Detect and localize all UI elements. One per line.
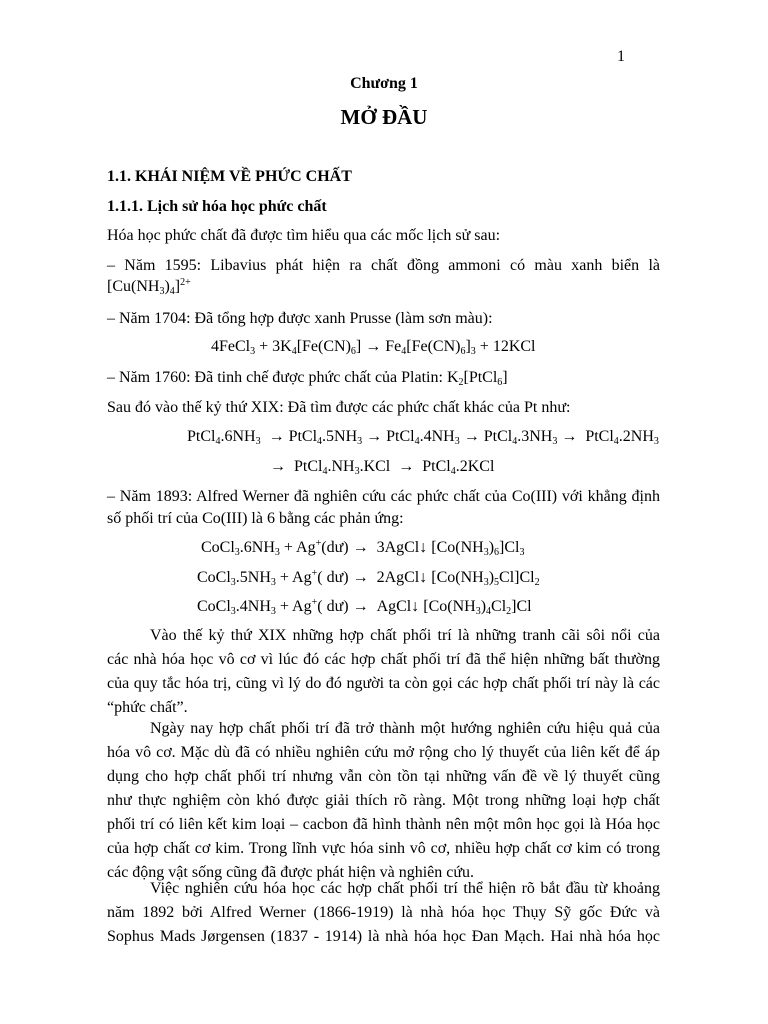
item-1893-line1: – Năm 1893: Alfred Werner đã nghiên cứu các phức chất của Co(III) với khẳng định [107,488,660,505]
paragraph-line: hóa vô cơ. Mặc dù đã có nhiều nghiên cứu mở rộng cho lý thuyết của liên kết để áp [107,744,660,761]
paragraph-line: Ngày nay hợp chất phối trí đã trở thành một hướng nghiên cứu hiệu quả của [150,720,660,737]
paragraph-line: các nhà hóa học vô cơ vì lúc đó các hợp chất phối trí đã thể hiện những bất thường [107,651,660,668]
paragraph-line: “phức chất”. [107,699,188,716]
chapter-label: Chương 1 [350,75,418,92]
paragraph-line: Việc nghiên cứu hóa học các hợp chất phối trí thể hiện rõ bắt đầu từ khoảng [150,880,660,897]
paragraph-line: Vào thế kỷ thứ XIX những hợp chất phối trí là những tranh cãi sôi nổi của [150,627,660,644]
paragraph-line: dụng cho hợp chất phối trí nhưng vẫn còn tồn tại những vấn đề về lý thuyết cũng [107,768,660,785]
paragraph-3 [107,877,660,949]
paragraph-line: phối trí có liên kết kim loại – cacbon đã hình thành nên một môn học gọi là Hóa học [107,816,660,833]
paragraph-line: các động vật sống cũng đã được phát hiện và nghiên cứu. [107,864,475,881]
paragraph-line: của hợp chất cơ kim. Trong lĩnh vực hóa sinh vô cơ, nhiều hợp chất cơ kim có trong [107,840,660,857]
equation-pt-series-1: $PtCl_4.6NH_3$ → $PtCl_4.5NH_3$ → $PtCl_4.4NH_3$ → $PtCl_4.3NH_3$ → $PtCl_4.2NH_3$ [187,428,659,447]
formula-cu-ammine: $[Cu(NH_3)_4]^{2+}$ [107,277,191,297]
equation-co-3: $CoCl_3.4NH_3 + Ag^+$( dư) → AgCl↓ $[Co(NH_3)_4Cl_2]Cl$ [197,597,532,617]
paragraph-line: Sophus Mads Jørgensen (1837 - 1914) là nhà hóa học Đan Mạch. Hai nhà hóa học [107,928,660,945]
page-number: 1 [617,48,625,65]
paragraph-line: năm 1892 bởi Alfred Werner (1866-1919) là nhà hóa học Thụy Sỹ gốc Đức và [107,904,660,921]
equation-pt-series-2: → $PtCl_4.NH_3.KCl$ → PtCl$_4$.2KCl [270,458,495,477]
section-heading: 1.1. KHÁI NIỆM VỀ PHỨC CHẤT [107,168,352,185]
subsection-heading: 1.1.1. Lịch sử hóa học phức chất [107,198,327,215]
item-1760: – Năm 1760: Đã tinh chế được phức chất của Platin: $K_2[PtCl_6]$ [107,369,508,388]
xix-intro: Sau đó vào thế kỷ thứ XIX: Đã tìm được các phức chất khác của Pt như: [107,399,571,416]
equation-prusse: 4FeCl$_3$ + $3K_4[Fe(CN)_6] \to Fe_4[Fe(CN)_6]_3 + 12KCl$ [211,338,536,357]
paragraph-2 [107,717,660,885]
chapter-title: MỞ ĐẦU [340,105,428,129]
item-1704: – Năm 1704: Đã tổng hợp được xanh Prusse (làm sơn màu): [107,310,493,327]
equation-co-2: $CoCl_3.5NH_3 + Ag^+$( dư) → 2AgCl↓ $[Co(NH_3)_5Cl]Cl_2$ [197,568,540,588]
equation-co-1: $CoCl_3.6NH_3$ + Ag+(dư) → 3AgCl↓ $[Co(NH_3)_6]Cl_3$ [201,538,525,558]
item-1595: – Năm 1595: Libavius phát hiện ra chất đồng ammoni có màu xanh biển là [107,257,660,274]
item-1893-line2: số phối trí của Co(III) là 6 bằng các phản ứng: [107,510,404,527]
paragraph-1 [107,624,660,720]
intro-text: Hóa học phức chất đã được tìm hiểu qua các mốc lịch sử sau: [107,227,501,244]
paragraph-line: của quy tắc hóa trị, cũng vì lý do đó người ta còn gọi các hợp chất phối trí này là các [107,675,660,692]
paragraph-line: như thực nghiệm còn khó được giải thích rõ ràng. Một trong những loại hợp chất [107,792,660,809]
